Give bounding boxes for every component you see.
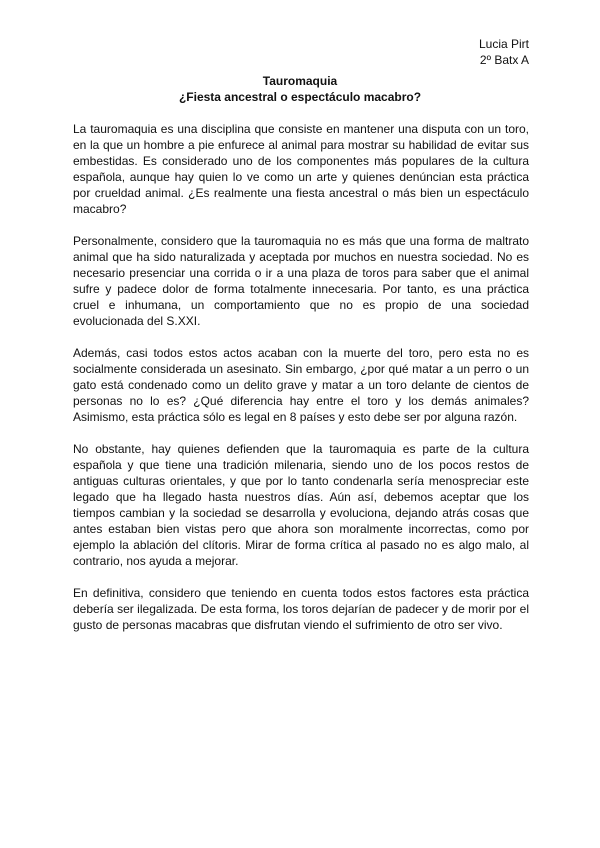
paragraph-opinion: Personalmente, considero que la tauromaquia no es más que una forma de maltrato animal que ha sido naturalizada y aceptada por muchos en nuestra sociedad. No es necesario presenciar una corrida o ir a una plaza de toros para saber que el animal sufre y padece dolor de forma totalmente innecesaria. Por tanto, es una práctica cruel e inhumana, un comportamiento que no es propio de una sociedad evolucionada del S.XXI. [73,234,529,328]
title-main: Tauromaquia [262,74,338,88]
paragraph-argument: Además, casi todos estos actos acaban con la muerte del toro, pero esta no es socialmente considerada un asesinato. Sin embargo, ¿por qué matar a un perro o un gato está condenado como un delito grave y matar a un toro delante de cientos de personas no lo es? ¿Qué diferencia hay entre el toro y los demás animales? Asimismo, esta práctica sólo es legal en 8 países y esto debe ser por alguna razón. [73,346,529,424]
essay-title [0,73,600,105]
paragraph-counterargument: No obstante, hay quienes defienden que la tauromaquia es parte de la cultura española y que tiene una tradición milenaria, siendo uno de los pocos restos de antiguas culturas orientales, y que por lo tanto condenarla sería menospreciar este legado que ha llegado hasta nuestros días. Aún así, debemos aceptar que los tiempos cambian y la sociedad se desarrolla y evoluciona, dejando atrás cosas que antes estaban bien vistas pero que ahora son moralmente incorrectas, como por ejemplo la ablación del clítoris. Mirar de forma crítica al pasado no es algo malo, al contrario, nos ayuda a mejorar. [73,442,529,568]
essay-body [73,121,529,649]
paragraph-conclusion: En definitiva, considero que teniendo en cuenta todos estos factores esta práctica debería ser ilegalizada. De esta forma, los toros dejarían de padecer y de morir por el gusto de personas macabras que disfrutan viendo el sufrimiento de otro ser vivo. [73,586,529,632]
paragraph-introduction: La tauromaquia es una disciplina que consiste en mantener una disputa con un toro, en la que un hombre a pie enfurece al animal para mostrar su habilidad de evitar sus embestidas. Es considerado uno de los componentes más populares de la cultura española, aunque hay quien lo ve como un arte y quienes denúncian esta práctica por crueldad animal. ¿Es realmente una fiesta ancestral o más bien un espectáculo macabro? [73,122,529,216]
title-subtitle: ¿Fiesta ancestral o espectáculo macabro? [178,90,422,104]
author-name: Lucia Pirt [478,37,529,51]
author-info [479,36,529,68]
author-class: 2º Batx A [479,53,529,67]
